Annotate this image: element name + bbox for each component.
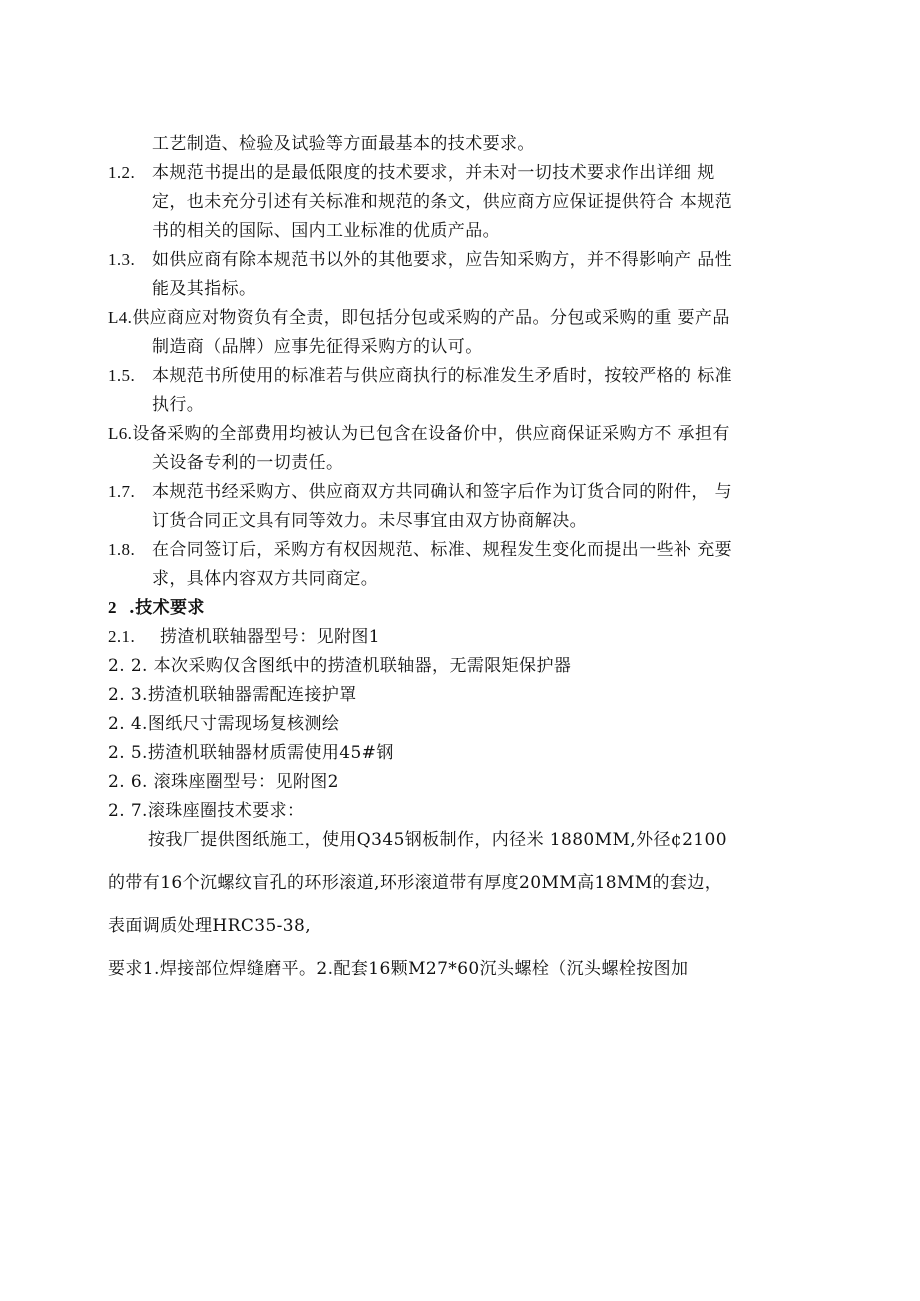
paragraph-line — [108, 872, 722, 894]
line-text: 2. 7.滚珠座圈技术要求： — [108, 801, 305, 821]
line-text: 2. 3.捞渣机联轴器需配连接护罩 — [108, 685, 357, 705]
section-title: .技术要求 — [128, 598, 205, 618]
list-item-1-7 — [108, 481, 732, 503]
line-text: 定，也未充分引述有关标准和规范的条文，供应商方应保证提供符合 本规范 — [152, 192, 733, 212]
item-number: 1.2. — [108, 163, 136, 182]
item-text: 如供应商有除本规范书以外的其他要求，应告知采购方，并不得影响产 品性 — [152, 250, 733, 270]
line-text: 制造商（品牌）应事先征得采购方的认可。 — [152, 337, 483, 357]
section-number: 2 — [108, 598, 117, 617]
text-line — [152, 220, 500, 242]
item-text: 设备采购的全部费用均被认为已包含在设备价中，供应商保证采购方不 承担有 — [132, 424, 730, 444]
paragraph-line — [148, 829, 727, 851]
list-item-2-2 — [108, 655, 571, 677]
line-text: 2. 5.捞渣机联轴器材质需使用45#钢 — [108, 743, 394, 763]
paragraph-line — [108, 958, 688, 980]
line-text: 关设备专利的一切责任。 — [152, 453, 344, 473]
text-line — [152, 191, 732, 213]
text-line — [152, 568, 378, 590]
text-line — [152, 394, 204, 416]
line-text: 的带有16个沉螺纹盲孔的环形滚道,环形滚道带有厚度20MM高18MM的套边， — [108, 873, 723, 893]
line-text: 按我厂提供图纸施工，使用Q345钢板制作，内径米 1880MM,外径¢2100 — [148, 830, 727, 850]
line-text: 执行。 — [152, 395, 205, 415]
text-line — [152, 336, 483, 358]
text-line — [152, 452, 343, 474]
line-text: 求，具体内容双方共同商定。 — [152, 569, 379, 589]
list-item-1-8 — [108, 539, 732, 561]
text-line — [152, 278, 256, 300]
list-item-1-3 — [108, 249, 732, 271]
item-text: 捞渣机联轴器型号：见附图1 — [160, 627, 381, 647]
list-item-1-2 — [108, 162, 715, 184]
line-text: 工艺制造、检验及试验等方面最基本的技术要求。 — [152, 134, 535, 154]
section-heading — [108, 597, 205, 619]
list-item-1-4 — [108, 307, 730, 329]
list-item-2-1 — [108, 626, 380, 648]
item-text: 本规范书所使用的标准若与供应商执行的标准发生矛盾时，按较严格的 标准 — [152, 366, 733, 386]
item-number: 2.1. — [108, 627, 136, 646]
list-item-2-3 — [108, 684, 357, 706]
paragraph-line — [108, 915, 311, 937]
line-text: 2. 6. 滚珠座圈型号：见附图2 — [108, 772, 339, 792]
list-item-2-6 — [108, 771, 339, 793]
item-number: L4. — [108, 308, 133, 327]
list-item-1-6 — [108, 423, 730, 445]
item-text: 本规范书提出的是最低限度的技术要求，并未对一切技术要求作出详细 规 — [152, 163, 715, 183]
line-text: 2. 2. 本次采购仅含图纸中的捞渣机联轴器，无需限矩保护器 — [108, 656, 572, 676]
line-text: 订货合同正文具有同等效力。未尽事宜由双方协商解决。 — [152, 511, 587, 531]
text-line — [152, 133, 535, 155]
item-number: 1.7. — [108, 482, 136, 501]
line-text: 能及其指标。 — [152, 279, 257, 299]
item-text: 本规范书经采购方、供应商双方共同确认和签字后作为订货合同的附件， 与 — [152, 482, 733, 502]
item-number: 1.8. — [108, 540, 136, 559]
line-text: 表面调质处理HRC35-38, — [108, 916, 312, 936]
item-number: 1.5. — [108, 366, 136, 385]
list-item-2-5 — [108, 742, 394, 764]
line-text: 2. 4.图纸尺寸需现场复核测绘 — [108, 714, 340, 734]
text-line — [152, 510, 587, 532]
list-item-2-4 — [108, 713, 339, 735]
item-text: 在合同签订后，采购方有权因规范、标准、规程发生变化而提出一些补 充要 — [152, 540, 733, 560]
item-number: L6. — [108, 424, 133, 443]
list-item-1-5 — [108, 365, 732, 387]
line-text: 书的相关的国际、国内工业标准的优质产品。 — [152, 221, 500, 241]
line-text: 要求1.焊接部位焊缝磨平。2.配套16颗M27*60沉头螺栓（沉头螺栓按图加 — [108, 959, 689, 979]
item-number: 1.3. — [108, 250, 136, 269]
list-item-2-7 — [108, 800, 304, 822]
item-text: 供应商应对物资负有全责，即包括分包或采购的产品。分包或采购的重 要产品 — [132, 308, 730, 328]
